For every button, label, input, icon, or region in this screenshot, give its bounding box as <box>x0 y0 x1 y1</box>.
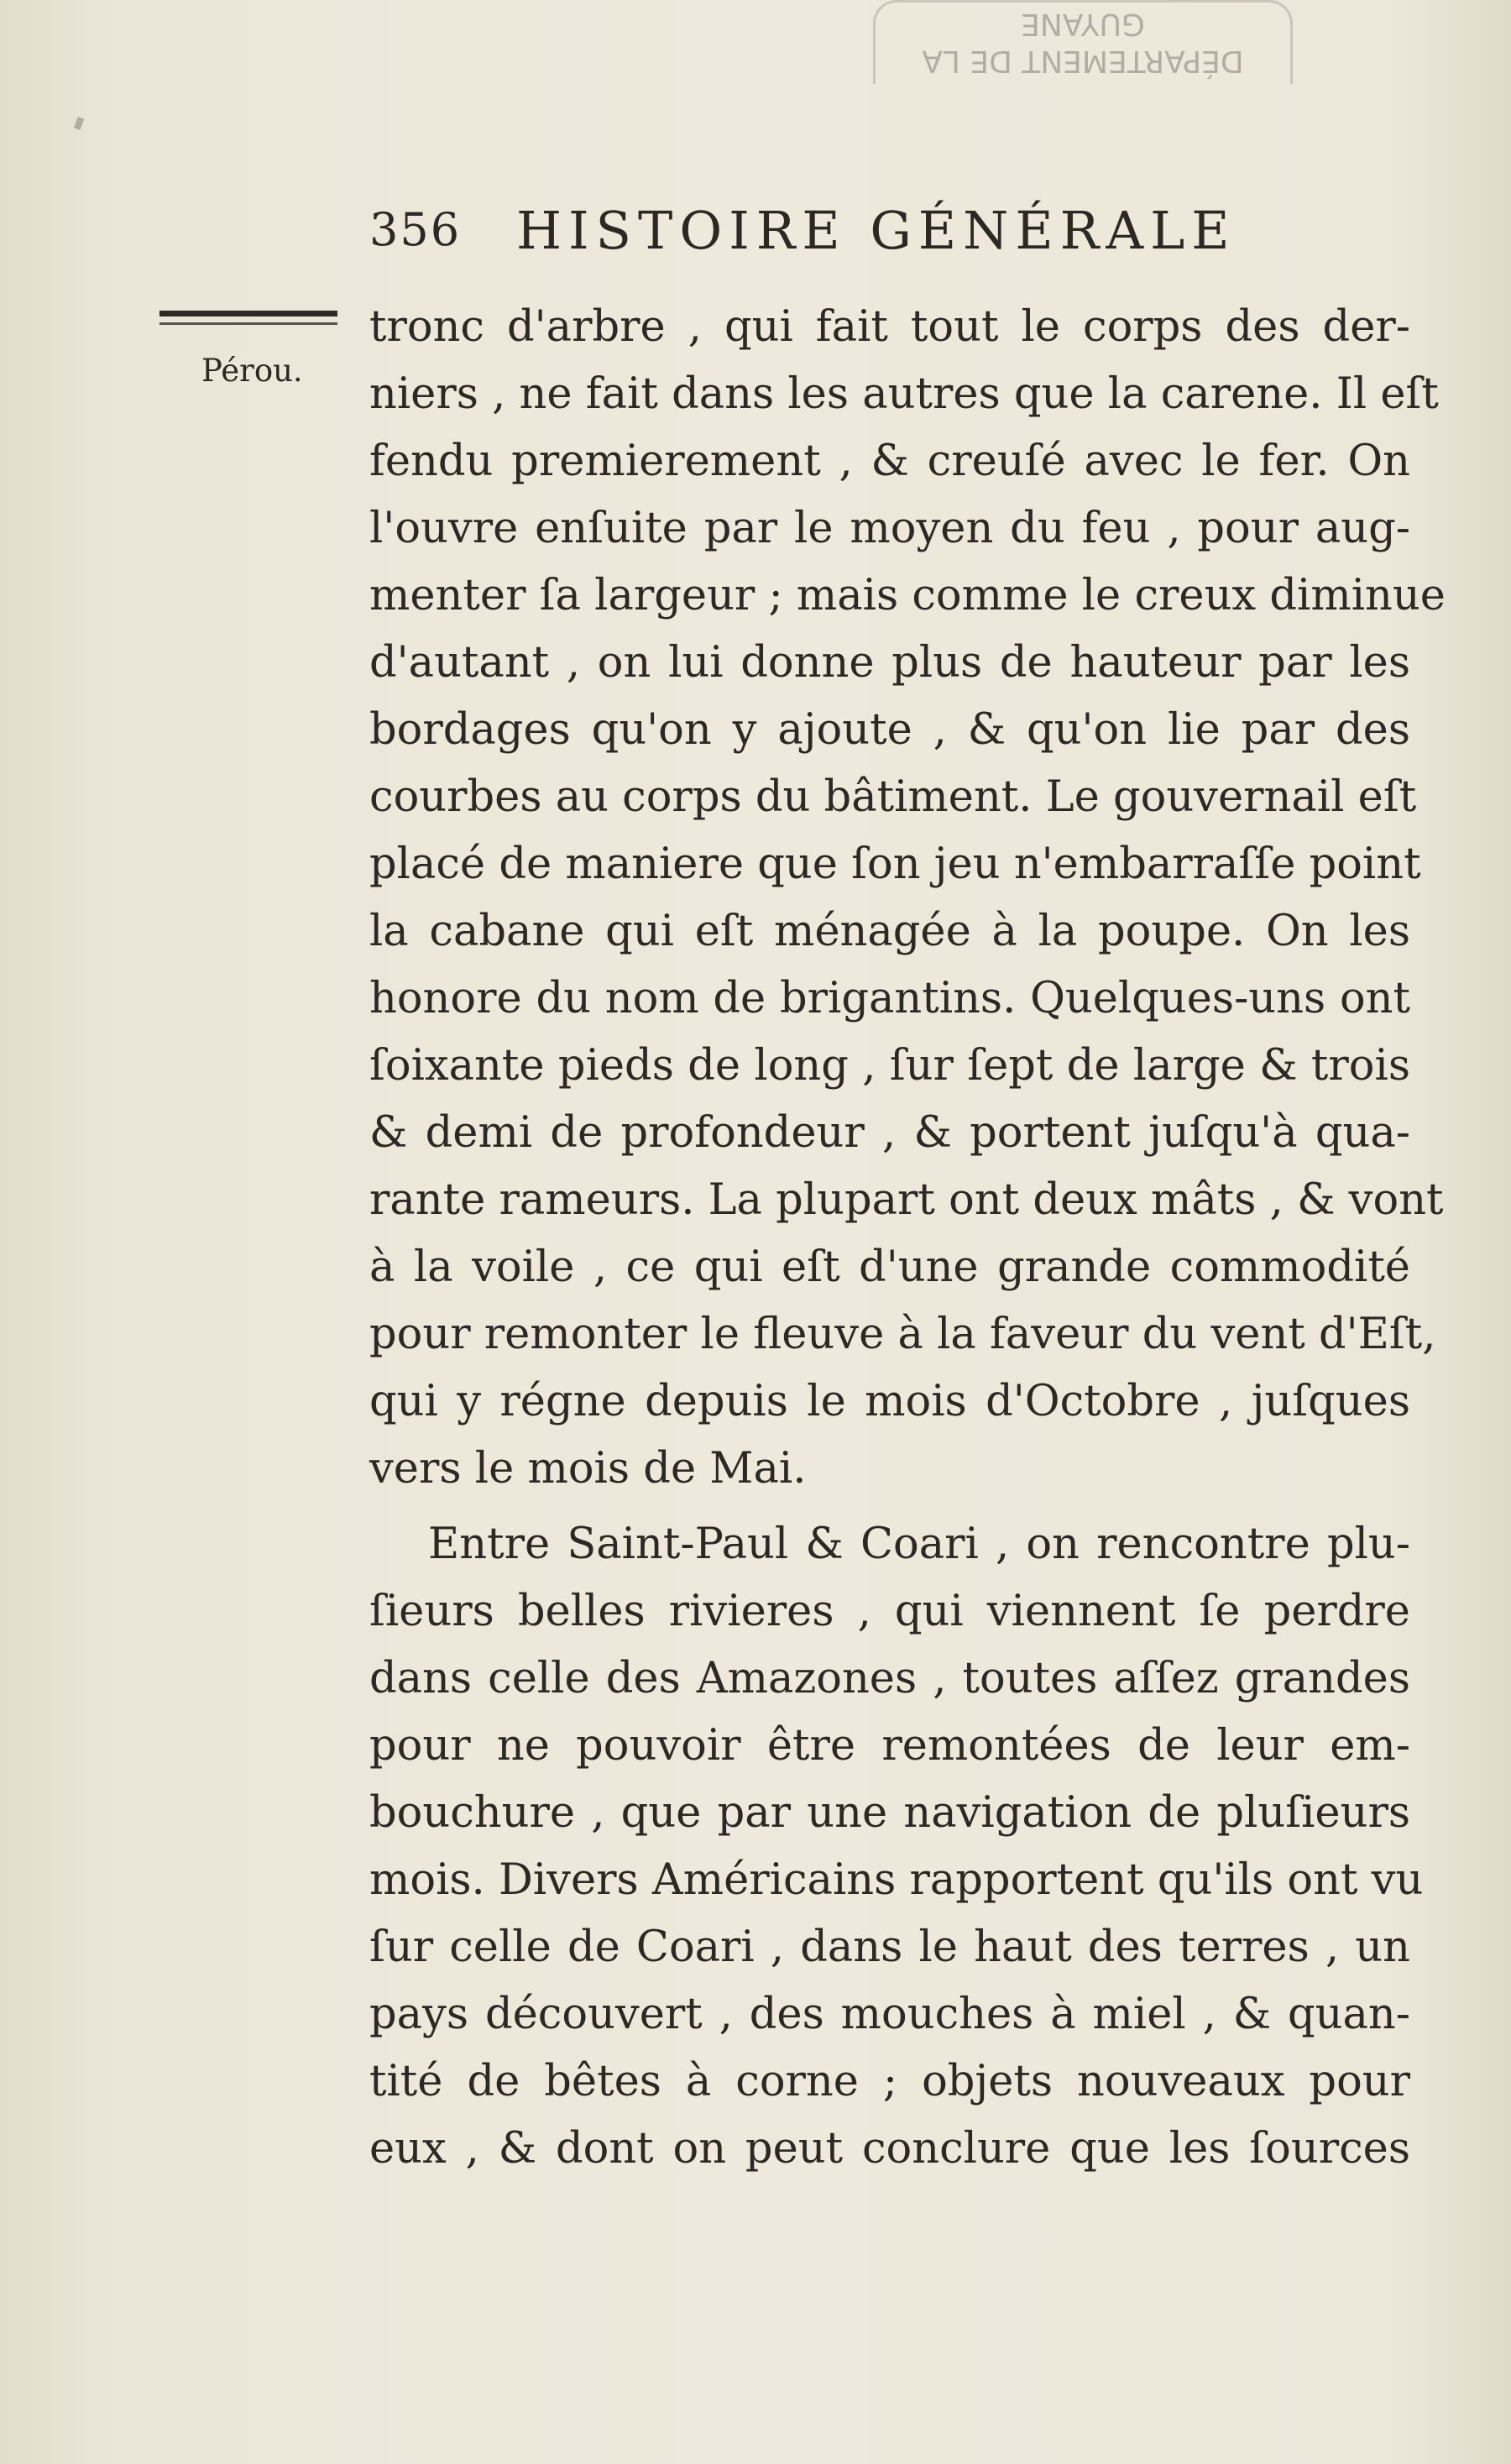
text-line: mois. Divers Américains rapportent qu'ils ont vu <box>369 1855 1424 1905</box>
library-stamp <box>873 0 1293 84</box>
text-line: fendu premierement , & creuſé avec le fer. On <box>369 437 1410 486</box>
text-line: bordages qu'on y ajoute , & qu'on lie par des <box>369 705 1410 755</box>
text-line: ſur celle de Coari , dans le haut des terres , un <box>369 1923 1410 1972</box>
text-line: dans celle des Amazones , toutes aſſez grandes <box>369 1654 1410 1703</box>
text-line: bouchure , que par une navigation de pluſieurs <box>369 1788 1410 1838</box>
margin-rule-thin <box>159 322 337 325</box>
text-line: courbes au corps du bâtiment. Le gouvernail eſt <box>369 772 1417 822</box>
margin-note: Pérou. <box>201 353 303 389</box>
text-line: placé de maniere que ſon jeu n'embarraſſe point <box>369 840 1421 889</box>
text-line: pour ne pouvoir être remontées de leur em- <box>369 1721 1410 1771</box>
page-number: 356 <box>369 203 462 256</box>
text-line: d'autant , on lui donne plus de hauteur par les <box>369 638 1410 688</box>
text-line: qui y régne depuis le mois d'Octobre , juſques <box>369 1377 1410 1426</box>
text-line: tronc d'arbre , qui fait tout le corps des der- <box>369 302 1410 352</box>
margin-rule <box>159 311 337 317</box>
text-line: tité de bêtes à corne ; objets nouveaux pour <box>369 2057 1410 2106</box>
text-line: honore du nom de brigantins. Quelques-uns ont <box>369 974 1410 1023</box>
text-line: la cabane qui eſt ménagée à la poupe. On les <box>369 907 1410 956</box>
text-line: niers , ne fait dans les autres que la carene. Il eſt <box>369 369 1439 419</box>
running-head <box>369 200 1393 267</box>
text-line: pour remonter le fleuve à la faveur du vent d'Eſt, <box>369 1310 1436 1359</box>
body-text <box>369 294 1446 2191</box>
text-line: ſieurs belles rivieres , qui viennent ſe perdre <box>369 1587 1410 1636</box>
text-line: rante rameurs. La plupart ont deux mâts , & vont <box>369 1175 1444 1225</box>
text-line: eux , & dont on peut conclure que les ſources <box>369 2124 1410 2174</box>
text-line: & demi de profondeur , & portent juſqu'à qua- <box>369 1108 1410 1158</box>
text-line: pays découvert , des mouches à miel , & quan- <box>369 1990 1410 2039</box>
text-line: à la voile , ce qui eſt d'une grande commodité <box>369 1242 1410 1292</box>
text-line: vers le mois de Mai. <box>369 1444 807 1494</box>
running-title: HISTOIRE GÉNÉRALE <box>516 200 1237 261</box>
stamp-line-1: DÉPARTEMENT DE LA <box>922 44 1244 78</box>
text-line: Entre Saint-Paul & Coari , on rencontre plu- <box>428 1520 1410 1569</box>
text-line: l'ouvre enſuite par le moyen du feu , pour aug- <box>369 504 1410 553</box>
stamp-line-2: GUYANE <box>1021 7 1145 41</box>
ink-speck <box>74 117 84 130</box>
text-line: menter ſa largeur ; mais comme le creux diminue <box>369 571 1446 620</box>
text-line: ſoixante pieds de long , ſur ſept de large & trois <box>369 1041 1410 1091</box>
